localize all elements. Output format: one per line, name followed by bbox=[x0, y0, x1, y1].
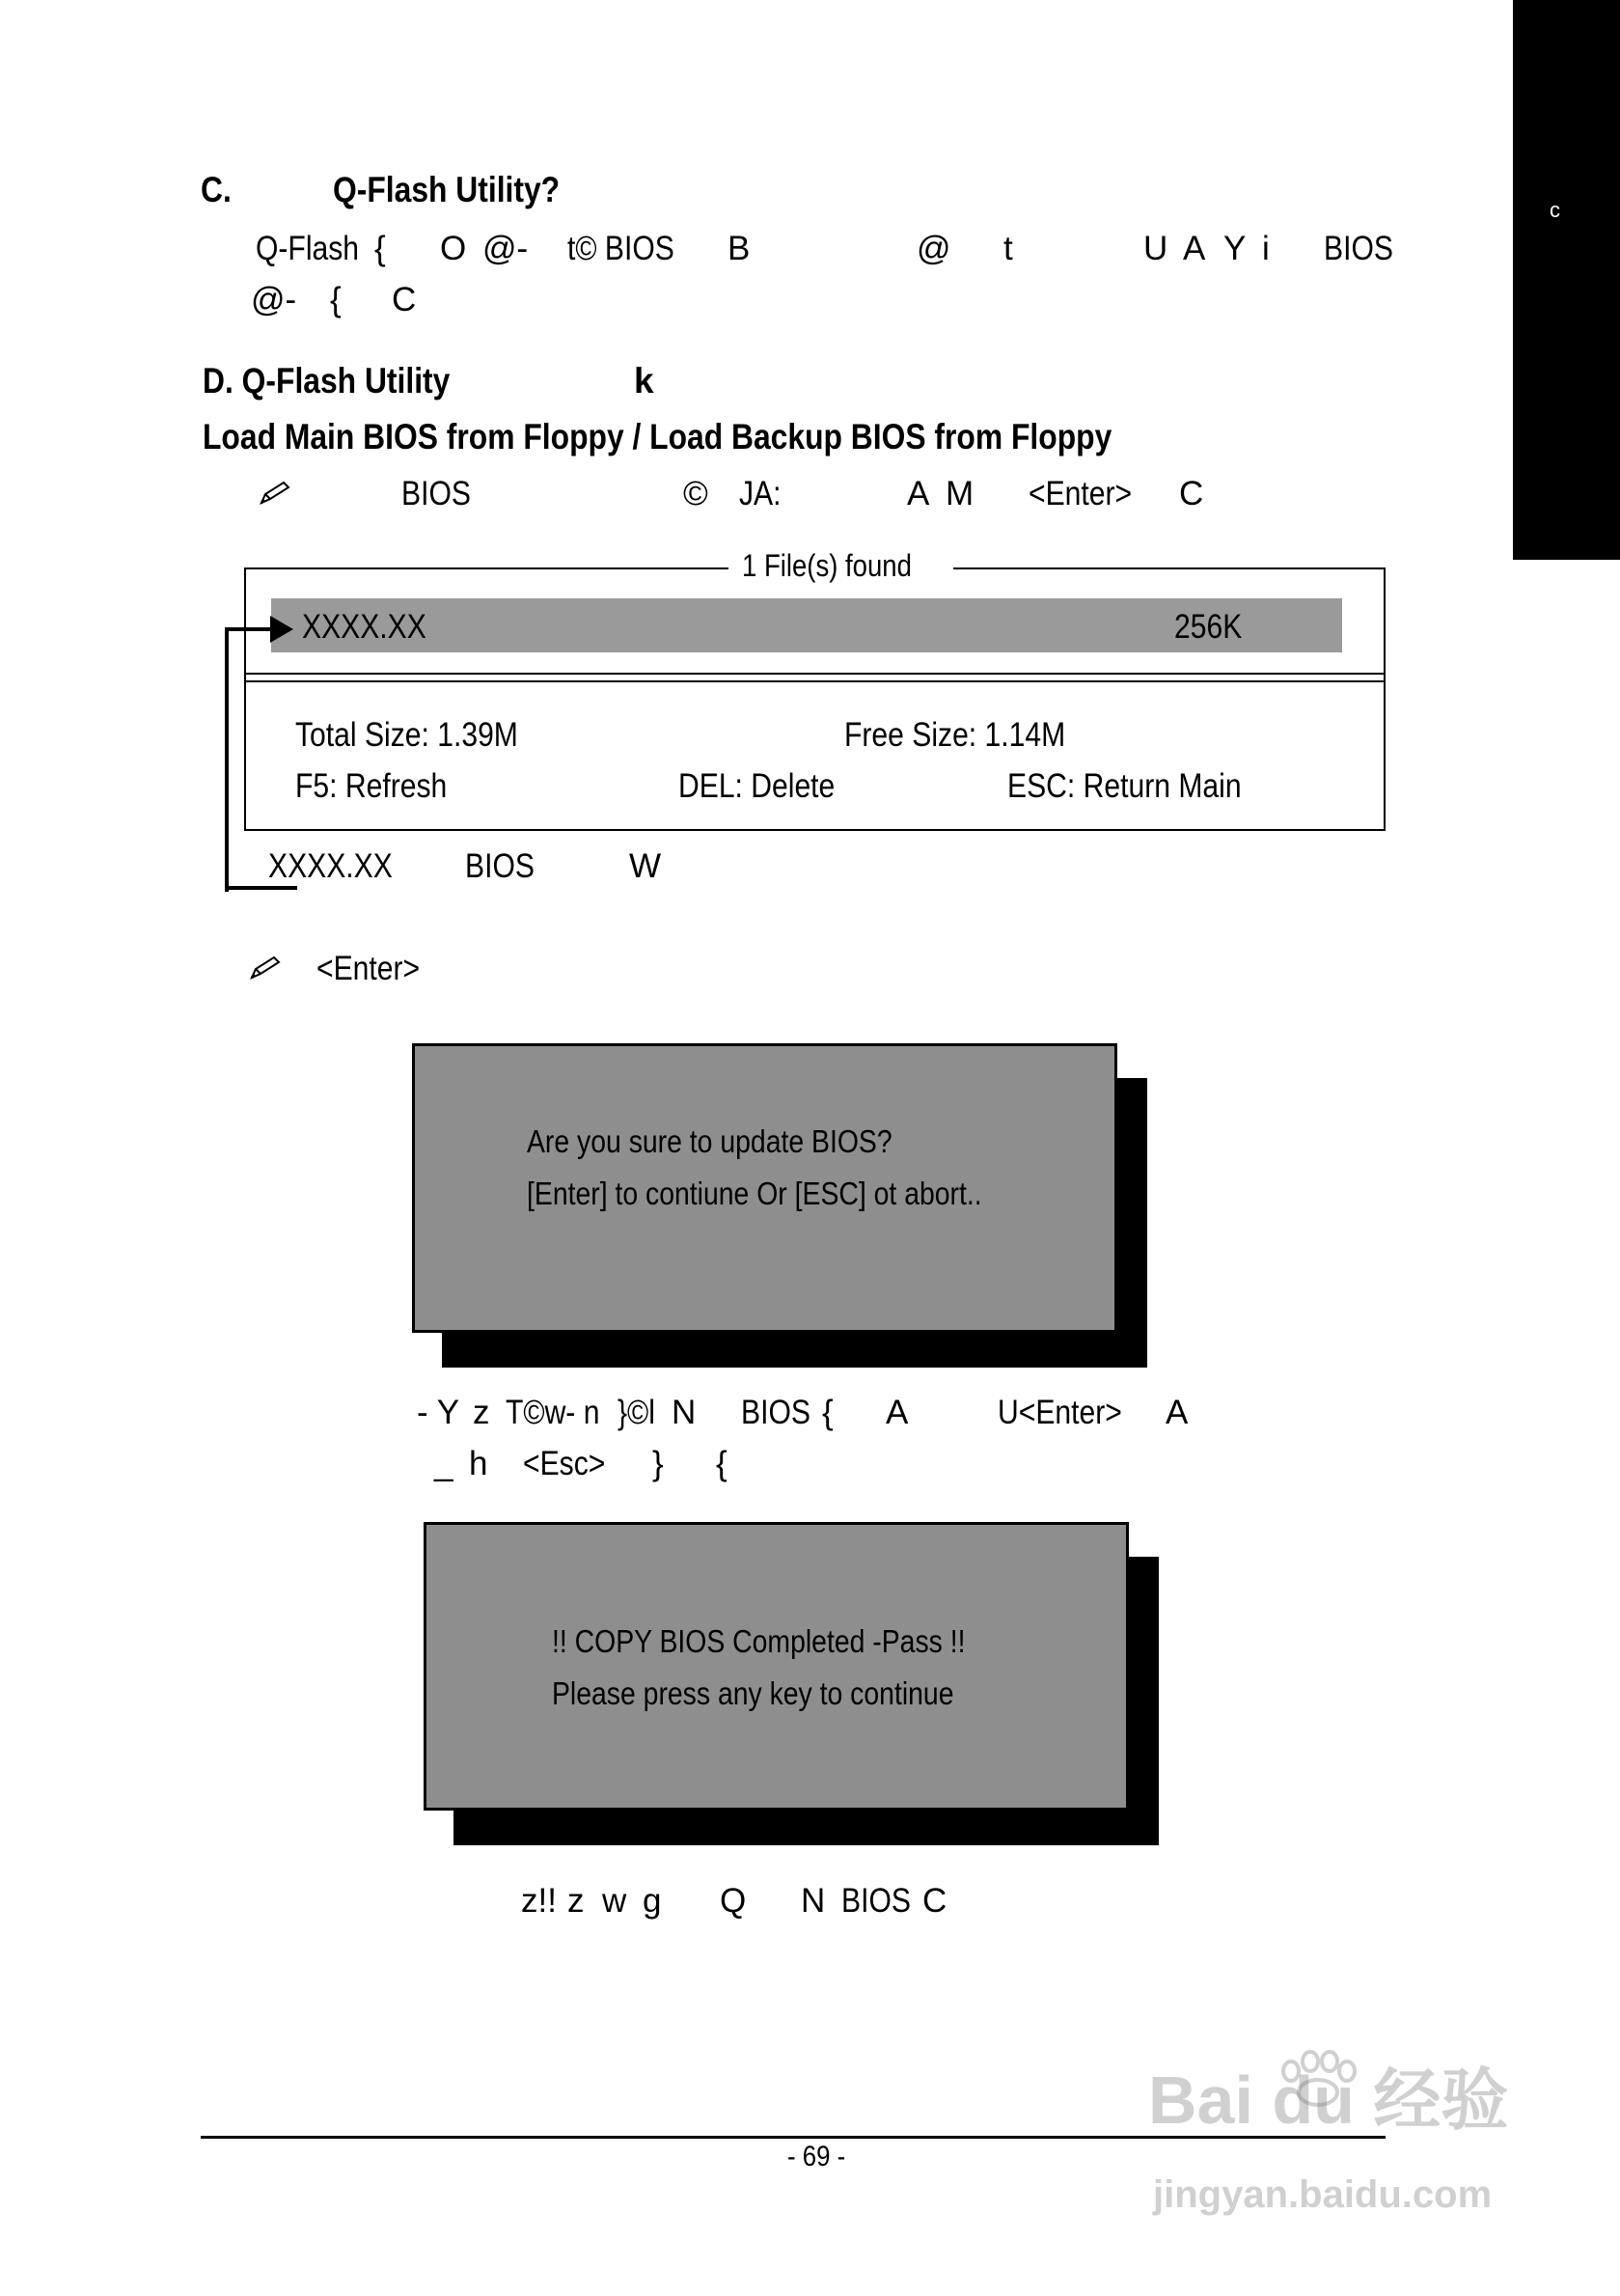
section-c-letter: C. bbox=[201, 170, 232, 209]
refresh-key-hint: F5: Refresh bbox=[295, 767, 448, 805]
word: { bbox=[716, 1445, 728, 1482]
section-d-heading-suffix bbox=[634, 361, 654, 401]
section-c-heading bbox=[201, 170, 236, 210]
free-size: Free Size: 1.14M bbox=[844, 716, 1066, 754]
complete-line1: !! COPY BIOS Completed -Pass !! bbox=[552, 1623, 966, 1659]
word: N bbox=[672, 1394, 697, 1431]
confirm-dialog bbox=[412, 1043, 1117, 1333]
file-list-dialog bbox=[244, 548, 1386, 831]
word: BIOS bbox=[401, 475, 471, 512]
word: - Y bbox=[417, 1394, 460, 1431]
callout-file: XXXX.XX bbox=[268, 847, 393, 885]
word: C bbox=[922, 1882, 947, 1920]
word: z!! bbox=[521, 1882, 557, 1920]
return-key-hint: ESC: Return Main bbox=[1007, 767, 1242, 805]
word: © bbox=[683, 475, 708, 512]
paw-icon bbox=[1274, 2050, 1360, 2108]
chapter-tab-label: c bbox=[1550, 198, 1560, 222]
complete-line2: Please press any key to continue bbox=[552, 1675, 954, 1711]
word: g bbox=[643, 1882, 662, 1920]
word: @ bbox=[917, 230, 951, 267]
word: JA: bbox=[739, 475, 782, 512]
word: z bbox=[473, 1394, 490, 1431]
word: h bbox=[469, 1445, 488, 1482]
callout-word: W bbox=[629, 847, 662, 885]
word: U bbox=[1143, 230, 1168, 267]
word: A bbox=[907, 475, 930, 512]
callout-word: BIOS bbox=[465, 847, 535, 885]
word: <Enter> bbox=[1029, 475, 1133, 512]
word: i bbox=[1262, 230, 1270, 267]
word: Y bbox=[1223, 230, 1247, 267]
word: { bbox=[822, 1394, 834, 1431]
section-d-heading-text: D. Q-Flash Utility bbox=[203, 361, 451, 401]
word: T©w- n bbox=[506, 1394, 600, 1431]
word: O bbox=[440, 230, 467, 267]
word: @- bbox=[482, 230, 529, 267]
confirm-line2: [Enter] to contiune Or [ESC] ot abort.. bbox=[527, 1176, 982, 1211]
word: A bbox=[886, 1394, 909, 1431]
word: t bbox=[1003, 230, 1013, 267]
confirm-line1: Are you sure to update BIOS? bbox=[527, 1123, 892, 1159]
word: <Esc> bbox=[523, 1445, 606, 1482]
word: U<Enter> bbox=[998, 1394, 1122, 1431]
section-d-suffix-text: k bbox=[634, 361, 654, 401]
delete-key-hint: DEL: Delete bbox=[678, 767, 836, 805]
word: N bbox=[801, 1882, 826, 1920]
watermark-logo: Bai du 经验 bbox=[1148, 2062, 1509, 2138]
word: w bbox=[602, 1882, 627, 1920]
section-d-subheading bbox=[203, 417, 1260, 457]
selected-file-row[interactable] bbox=[271, 598, 1342, 652]
chapter-tab bbox=[1513, 0, 1620, 560]
word: Q-Flash bbox=[256, 230, 360, 267]
selected-file-size: 256K bbox=[1174, 608, 1243, 646]
word: C bbox=[392, 281, 417, 318]
word: A bbox=[1166, 1394, 1189, 1431]
note2 bbox=[316, 950, 437, 988]
word: A bbox=[1183, 230, 1206, 267]
word: _ bbox=[434, 1445, 453, 1482]
word: B bbox=[728, 230, 751, 267]
word: C bbox=[1179, 475, 1204, 512]
word: BIOS bbox=[1324, 230, 1393, 267]
word: } bbox=[652, 1445, 664, 1482]
word: t© BIOS bbox=[567, 230, 674, 267]
pencil-icon bbox=[249, 955, 282, 981]
word: }©l bbox=[618, 1394, 655, 1431]
dialog-divider bbox=[246, 673, 1384, 682]
section-d-subheading-text: Load Main BIOS from Floppy / Load Backup BIOS from Floppy bbox=[203, 417, 1112, 456]
section-d-heading bbox=[203, 361, 490, 401]
section-c-title-text: Q-Flash Utility? bbox=[333, 170, 561, 209]
pencil-icon bbox=[259, 481, 291, 506]
complete-dialog bbox=[424, 1522, 1129, 1811]
word: M bbox=[946, 475, 975, 512]
file-count-legend: 1 File(s) found bbox=[728, 548, 953, 584]
total-size: Total Size: 1.39M bbox=[295, 716, 518, 754]
section-c-title bbox=[333, 170, 596, 210]
word: BIOS bbox=[841, 1882, 911, 1920]
word: Q bbox=[720, 1882, 747, 1920]
watermark-url: jingyan.baidu.com bbox=[1153, 2173, 1493, 2216]
word: { bbox=[330, 281, 342, 318]
selected-file-name: XXXX.XX bbox=[302, 608, 426, 646]
word: { bbox=[374, 230, 386, 267]
word: z bbox=[567, 1882, 585, 1920]
word: BIOS bbox=[741, 1394, 810, 1431]
page-number: - 69 - bbox=[787, 2141, 846, 2172]
word: @- bbox=[251, 281, 297, 318]
note2-text: <Enter> bbox=[316, 950, 421, 987]
